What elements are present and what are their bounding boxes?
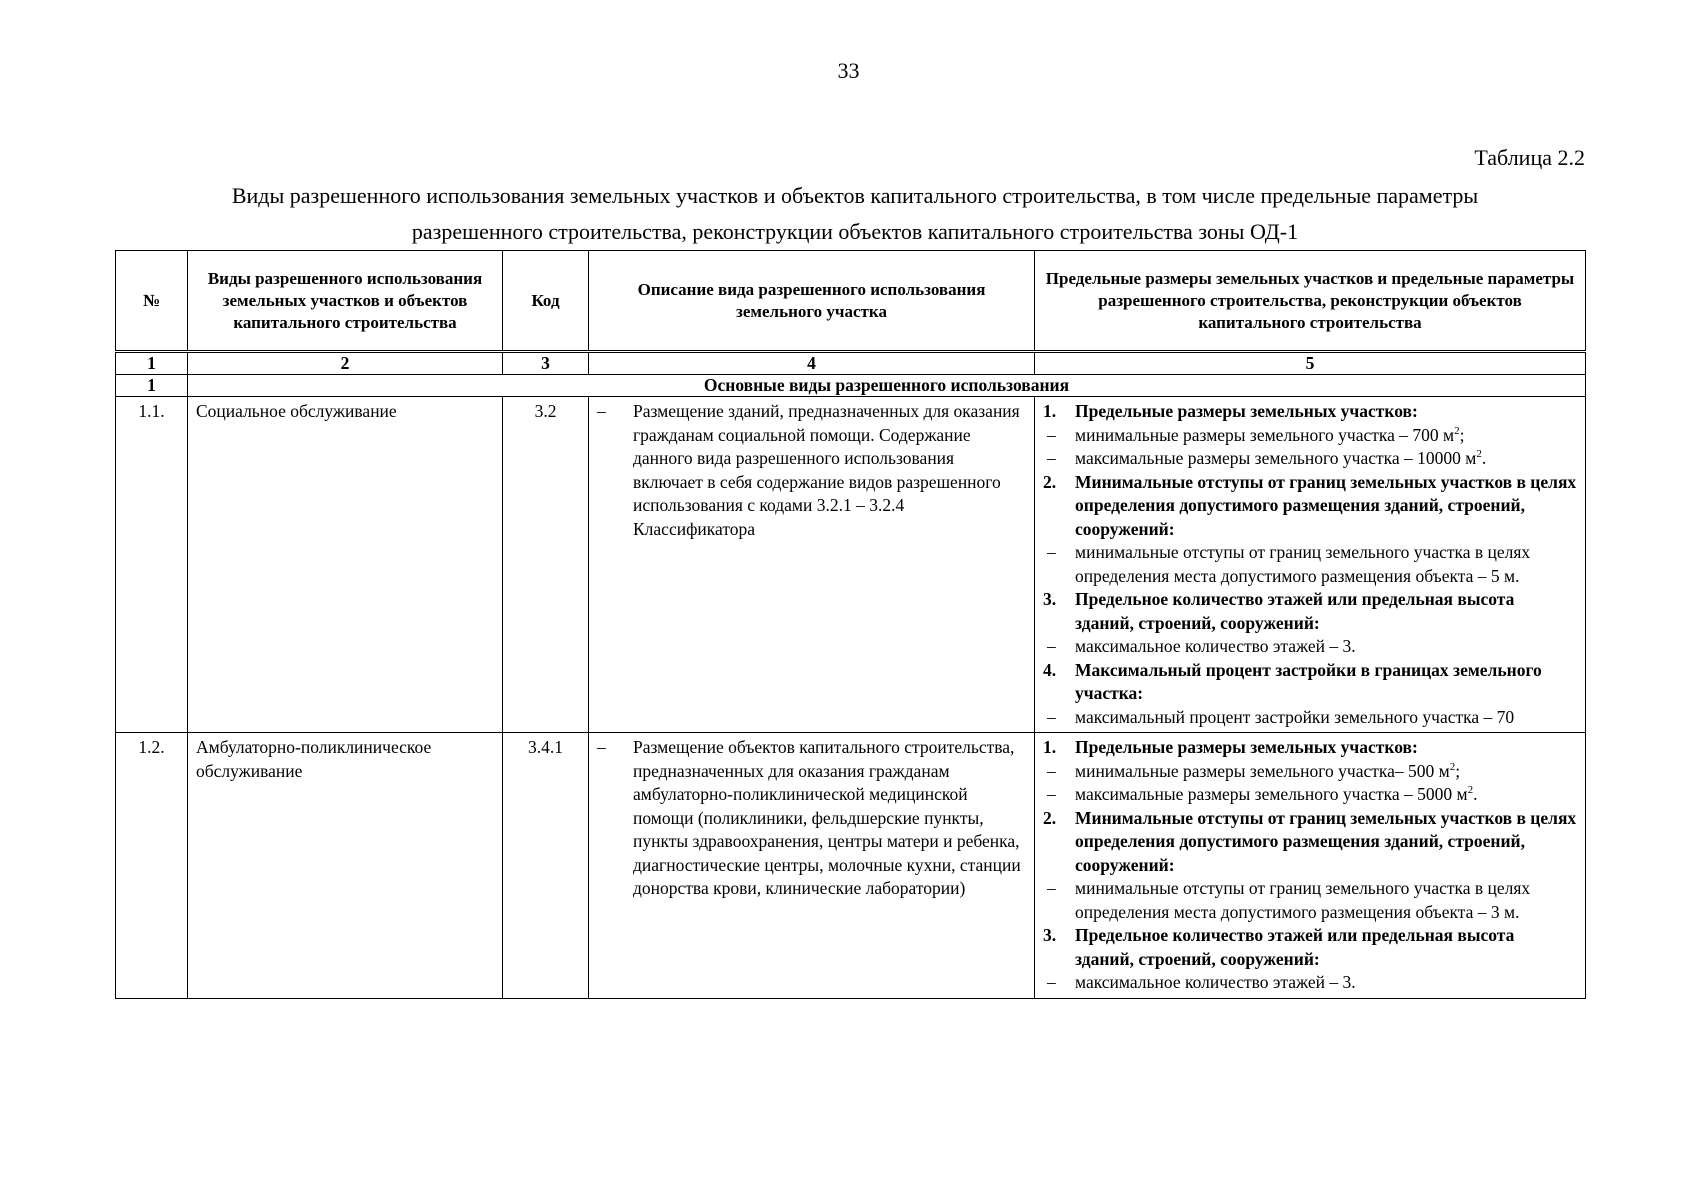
dash-marker: – — [1047, 760, 1056, 781]
param-heading — [1043, 924, 1577, 971]
row-number: 1.1. — [116, 397, 188, 733]
table-label: Таблица 2.2 — [1474, 145, 1585, 170]
header-code: Код — [503, 251, 589, 352]
dash-marker: – — [1047, 706, 1056, 727]
param-item — [1043, 424, 1577, 448]
page-number: 33 — [837, 58, 860, 83]
column-number: 5 — [1035, 352, 1586, 375]
param-number: 4. — [1043, 659, 1057, 680]
row-type: Амбулаторно-поликлиническое обслуживание — [188, 733, 503, 999]
param-heading — [1043, 807, 1577, 878]
superscript: 2 — [1454, 424, 1460, 437]
dash-marker: – — [1047, 448, 1056, 468]
param-text: максимальное количество этажей – 3. — [1075, 636, 1356, 656]
param-title: Предельные размеры земельных участков: — [1075, 737, 1418, 757]
param-number: 1. — [1043, 737, 1057, 757]
document-title-line-2: разрешенного строительства, реконструкции объектов капитального строительства зоны ОД-1 — [411, 219, 1299, 244]
superscript: 2 — [1476, 448, 1482, 461]
dash-marker: – — [1047, 424, 1056, 445]
param-text: минимальные отступы от границ земельного участка в целях определения места допустимого размещения объекта – 3 м. — [1075, 878, 1531, 922]
param-value: максимальные размеры земельного участка – 10000 м — [1075, 448, 1477, 468]
param-text — [1075, 447, 1577, 471]
superscript: 2 — [1467, 784, 1474, 797]
param-number: 2. — [1043, 471, 1057, 492]
param-value: минимальные размеры земельного участка– 500 м — [1075, 760, 1450, 781]
dash-marker: – — [1047, 542, 1056, 562]
param-tail: ; — [1459, 424, 1465, 445]
dash-marker: – — [1047, 636, 1056, 656]
param-tail: . — [1473, 784, 1478, 804]
param-heading — [1043, 736, 1577, 760]
document-title — [130, 178, 1580, 250]
header-num: № — [116, 251, 188, 352]
dash-marker: – — [597, 401, 606, 421]
param-item — [1043, 541, 1577, 588]
param-text: максимальное количество этажей – 3. — [1075, 972, 1356, 992]
row-description — [589, 397, 1035, 733]
param-heading — [1043, 471, 1577, 542]
description-text: Размещение объектов капитального строительства, предназначенных для оказания гражданам амбулаторно-поликлинической медицинской помощи (поликлиники, фельдшерские пункты, пункты здравоохранения, центры матери и ребенка, диагностические центры, молочные кухни, станции донорства крови, клинические лаборатории) — [633, 737, 1021, 898]
column-number: 4 — [589, 352, 1035, 375]
param-item — [1043, 971, 1577, 995]
param-title: Минимальные отступы от границ земельных участков в целях определения допустимого размещения зданий, строений, сооружений: — [1075, 807, 1577, 875]
param-item — [1043, 760, 1577, 784]
param-title: Максимальный процент застройки в границах земельного участка: — [1075, 659, 1542, 703]
column-number: 3 — [503, 352, 589, 375]
param-item — [1043, 877, 1577, 924]
row-number: 1.2. — [116, 733, 188, 999]
row-limits — [1035, 397, 1586, 733]
dash-marker: – — [1047, 878, 1056, 898]
row-limits — [1035, 733, 1586, 999]
header-description: Описание вида разрешенного использования земельного участка — [589, 251, 1035, 352]
dash-marker: – — [1047, 972, 1056, 992]
dash-marker: – — [1047, 784, 1056, 804]
param-tail: . — [1481, 448, 1487, 468]
column-number: 2 — [188, 352, 503, 375]
param-title: Предельное количество этажей или предельная высота зданий, строений, сооружений: — [1075, 925, 1515, 969]
table-row — [116, 733, 1586, 999]
superscript: 2 — [1449, 760, 1456, 773]
table-row — [116, 397, 1586, 733]
param-title: Минимальные отступы от границ земельных участков в целях определения допустимого размещения зданий, строений, сооружений: — [1075, 471, 1577, 539]
param-heading — [1043, 588, 1577, 635]
param-text — [1075, 424, 1577, 448]
param-number: 2. — [1043, 807, 1057, 828]
param-value: минимальные размеры земельного участка – 700 м — [1075, 424, 1455, 445]
description-item — [597, 400, 1026, 541]
param-number: 1. — [1043, 401, 1057, 421]
param-text: минимальные отступы от границ земельного участка в целях определения места допустимого размещения объекта – 5 м. — [1075, 542, 1531, 586]
row-code: 3.2 — [503, 397, 589, 733]
param-heading — [1043, 659, 1577, 706]
document-title-line-1: Виды разрешенного использования земельных участков и объектов капитального строительства, в том числе предельные параметры — [231, 183, 1479, 208]
param-tail: ; — [1455, 760, 1461, 781]
dash-marker: – — [597, 737, 606, 757]
param-text — [1075, 783, 1577, 807]
row-description — [589, 733, 1035, 999]
param-text — [1075, 760, 1577, 784]
group-label: Основные виды разрешенного использования — [188, 375, 1586, 397]
param-text: максимальный процент застройки земельного участка – 70 — [1075, 706, 1515, 727]
param-value: максимальные размеры земельного участка – 5000 м — [1075, 784, 1468, 804]
column-number: 1 — [116, 352, 188, 375]
param-item — [1043, 783, 1577, 807]
group-row — [116, 375, 1586, 397]
row-type: Социальное обслуживание — [188, 397, 503, 733]
param-title: Предельное количество этажей или предельная высота зданий, строений, сооружений: — [1075, 589, 1515, 633]
description-text: Размещение зданий, предназначенных для оказания гражданам социальной помощи. Содержание данного вида разрешенного использования включает в себя содержание видов разрешенного использования с кодами 3.2.1 – 3.2.4 Классификатора — [633, 401, 1020, 539]
group-num: 1 — [116, 375, 188, 397]
param-heading — [1043, 400, 1577, 424]
header-type: Виды разрешенного использования земельных участков и объектов капитального строительства — [188, 251, 503, 352]
table-header-row — [116, 251, 1586, 352]
column-number-row — [116, 352, 1586, 375]
param-item — [1043, 635, 1577, 659]
param-number: 3. — [1043, 925, 1057, 945]
description-item — [597, 736, 1026, 901]
header-limits: Предельные размеры земельных участков и предельные параметры разрешенного строительства, реконструкции объектов капитального строительства — [1035, 251, 1586, 352]
param-number: 3. — [1043, 589, 1057, 609]
param-item — [1043, 706, 1577, 730]
param-title: Предельные размеры земельных участков: — [1075, 401, 1418, 421]
param-item — [1043, 447, 1577, 471]
row-code: 3.4.1 — [503, 733, 589, 999]
land-use-table — [115, 250, 1586, 999]
